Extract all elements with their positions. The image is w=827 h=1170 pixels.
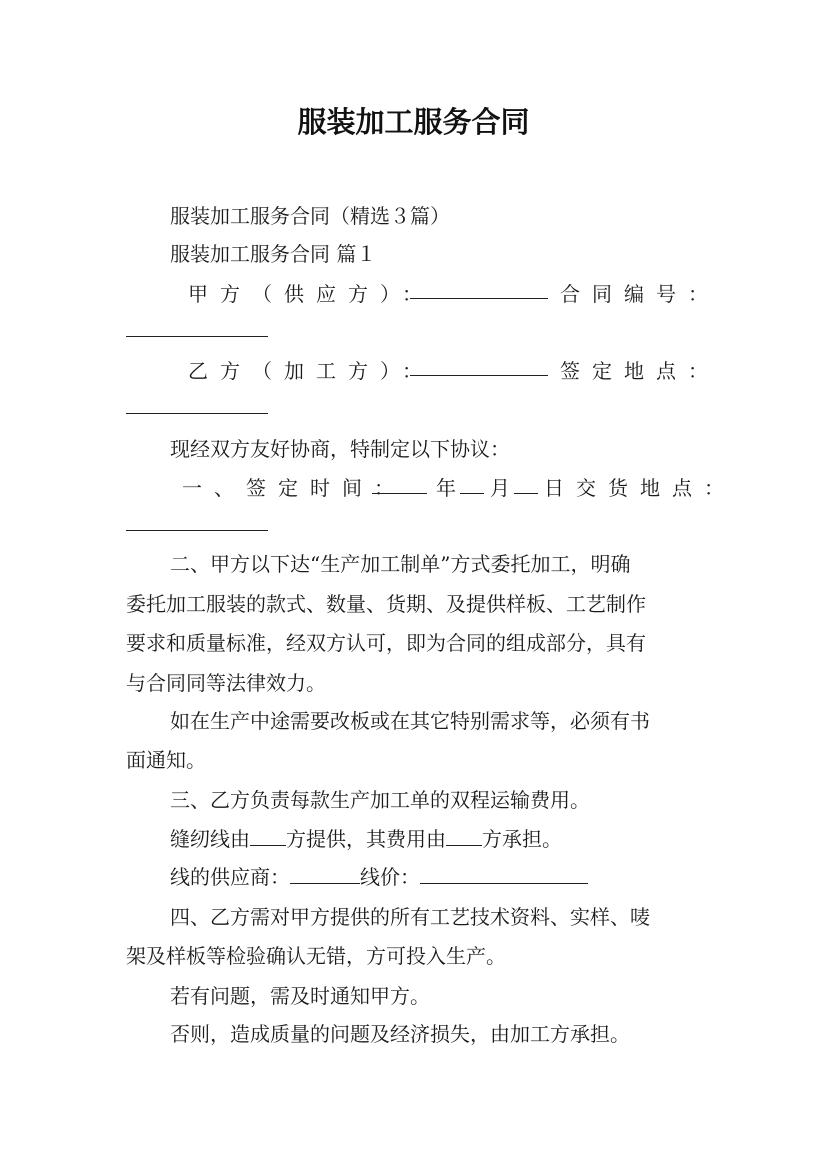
thread-suffix: 方承担。 [482, 827, 562, 851]
price-blank [420, 865, 588, 884]
clause-3-line: 三、乙方负责每款生产加工单的双程运输费用。 [170, 788, 590, 812]
liability-line: 否则，造成质量的问题及经济损失，由加工方承担。 [170, 1022, 630, 1046]
year-blank [372, 475, 427, 494]
contract-number-blank [126, 318, 268, 337]
signing-time-label: 一、签定时间： [182, 476, 406, 500]
contract-number-label: 合同编号： [560, 282, 720, 306]
thread-prefix: 缝纫线由 [170, 827, 250, 851]
clause-2-line-2: 委托加工服装的款式、数量、货期、及提供样板、工艺制作 [126, 592, 646, 616]
delivery-place-blank [126, 512, 268, 531]
issue-notice-line: 若有问题，需及时通知甲方。 [170, 984, 430, 1008]
supplier-blank [290, 865, 360, 884]
clause-4-line-1: 四、乙方需对甲方提供的所有工艺技术资料、实样、唛 [170, 905, 650, 929]
supplier-label: 线的供应商： [170, 865, 290, 889]
clause-2-line-3: 要求和质量标准，经双方认可，即为合同的组成部分，具有 [126, 631, 646, 655]
revision-line-2: 面通知。 [126, 748, 206, 772]
thread-cost-text: 方提供，其费用由 [286, 827, 446, 851]
provider-blank [250, 827, 286, 846]
month-label: 月 [490, 476, 510, 500]
delivery-place-label: 日交货地点： [544, 476, 736, 500]
party-b-label: 乙方（加工方）： [188, 359, 434, 383]
party-b-blank [410, 357, 548, 376]
clause-2-line-4: 与合同同等法律效力。 [126, 671, 326, 695]
clause-2-line-1: 二、甲方以下达“生产加工制单”方式委托加工，明确 [170, 552, 631, 576]
signing-place-blank [126, 395, 268, 414]
day-blank [514, 475, 538, 494]
intro-line: 现经双方友好协商，特制定以下协议： [170, 437, 510, 461]
thread-provider-text [170, 823, 562, 852]
subtitle-line: 服装加工服务合同（精选３篇） [170, 204, 450, 228]
month-blank [460, 475, 484, 494]
revision-line-1: 如在生产中途需要改板或在其它特别需求等，必须有书 [170, 709, 650, 733]
price-label: 线价： [360, 865, 420, 889]
document-title: 服装加工服务合同 [297, 105, 530, 139]
section-heading: 服装加工服务合同 篇１ [170, 242, 377, 266]
party-a-blank [410, 280, 548, 299]
clause-4-line-2: 架及样板等检验确认无错，方可投入生产。 [126, 944, 506, 968]
year-label: 年 [436, 476, 456, 500]
thread-supplier-row [170, 861, 588, 890]
party-a-label: 甲方（供应方）： [188, 282, 434, 306]
signing-place-label: 签定地点： [560, 359, 720, 383]
cost-bearer-blank [446, 827, 482, 846]
